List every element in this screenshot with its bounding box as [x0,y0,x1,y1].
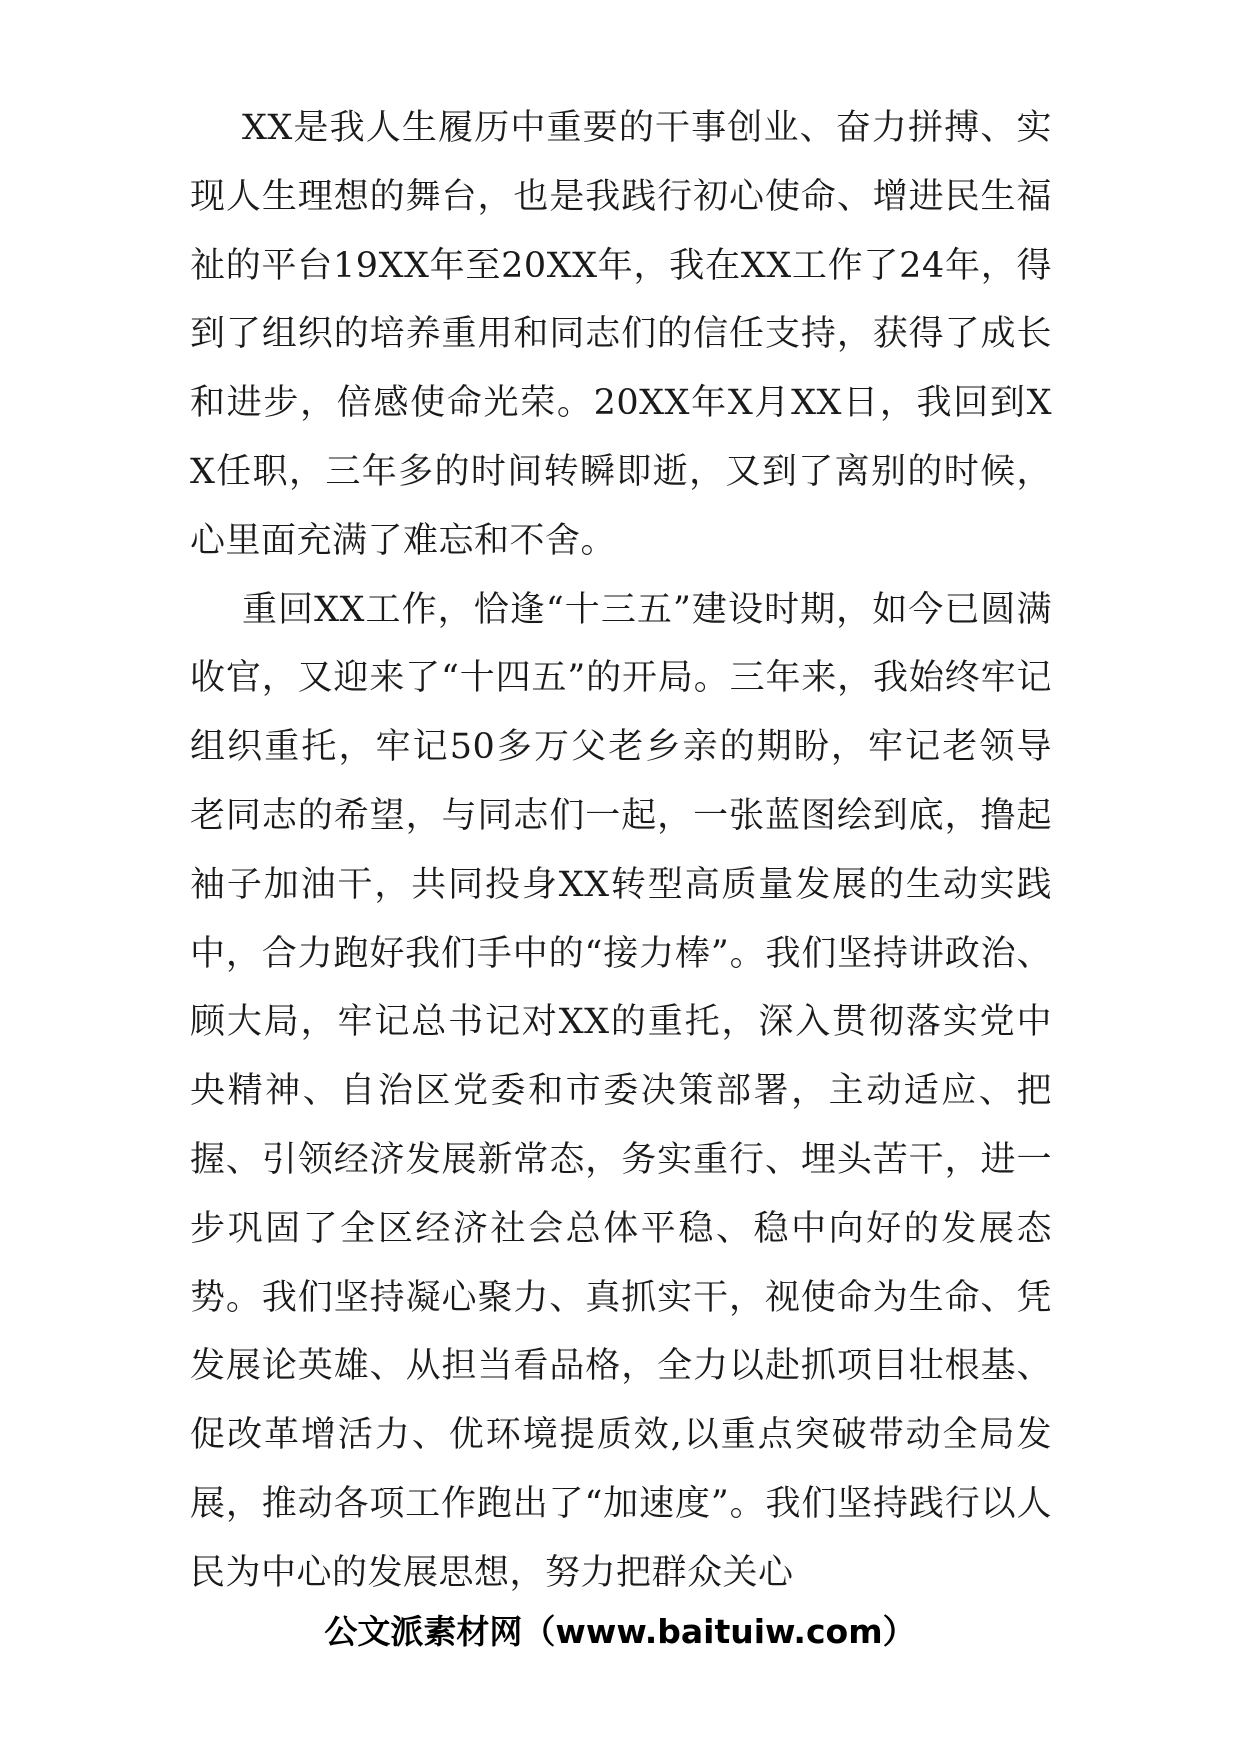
footer-watermark: 公文派素材网（www.baituiw.com） [324,1612,916,1651]
paragraph-2: 重回XX工作，恰逢“十三五”建设时期，如今已圆满收官，又迎来了“十四五”的开局。三年来，我始终牢记组织重托，牢记50多万父老乡亲的期盼，牢记老领导老同志的希望，与同志们一起，一张蓝图绘到底，撸起袖子加油干，共同投身XX转型高质量发展的生动实践中，合力跑好我们手中的“接力棒”。我们坚持讲政治、顾大局，牢记总书记对XX的重托，深入贯彻落实党中央精神、自治区党委和市委决策部署，主动适应、把握、引领经济发展新常态，务实重行、埋头苦干，进一步巩固了全区经济社会总体平稳、稳中向好的发展态势。我们坚持凝心聚力、真抓实干，视使命为生命、凭发展论英雄、从担当看品格，全力以赴抓项目壮根基、促改革增活力、优环境提质效,以重点突破带动全局发展，推动各项工作跑出了“加速度”。我们坚持践行以人民为中心的发展思想，努力把群众关心 [190,589,1052,1593]
paragraph-1: XX是我人生履历中重要的干事创业、奋力拼搏、实现人生理想的舞台，也是我践行初心使命、增进民生福祉的平台19XX年至20XX年，我在XX工作了24年，得到了组织的培养重用和同志们的信任支持，获得了成长和进步，倍感使命光荣。20XX年X月XX日，我回到XX任职，三年多的时间转瞬即逝，又到了离别的时候，心里面充满了难忘和不舍。 [190,108,1052,561]
document-body [190,94,1052,1608]
